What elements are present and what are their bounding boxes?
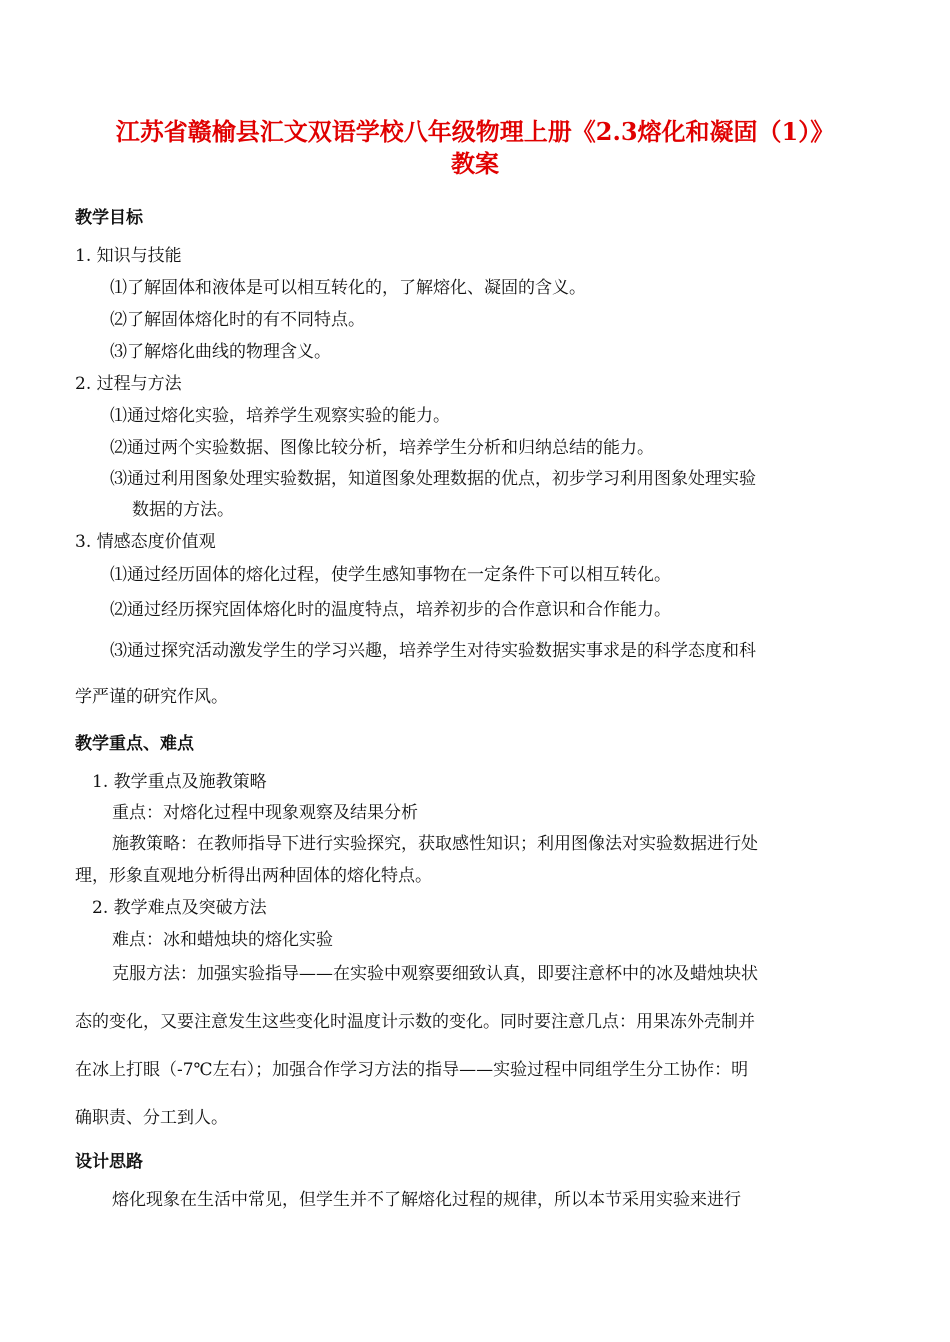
difficulty-point: 难点：冰和蜡烛块的熔化实验 xyxy=(112,930,333,950)
emotion-item-3: ⑶通过探究活动激发学生的学习兴趣，培养学生对待实验数据实事求是的科学态度和科 xyxy=(110,641,756,661)
difficulty-method-line-1: 克服方法：加强实验指导——在实验中观察要细致认真，即要注意杯中的冰及蜡烛块状 xyxy=(112,964,758,984)
process-item-1: ⑴通过熔化实验，培养学生观察实验的能力。 xyxy=(110,406,450,426)
focus-strategy-line-2: 理，形象直观地分析得出两种固体的熔化特点。 xyxy=(75,866,432,886)
subheading-knowledge-skills: 1. 知识与技能 xyxy=(75,246,182,266)
subheading-difficulty: 2. 教学难点及突破方法 xyxy=(92,898,267,918)
heading-design-ideas: 设计思路 xyxy=(75,1152,143,1172)
knowledge-item-2: ⑵了解固体熔化时的有不同特点。 xyxy=(110,310,365,330)
knowledge-item-3: ⑶了解熔化曲线的物理含义。 xyxy=(110,342,331,362)
process-item-3: ⑶通过利用图象处理实验数据，知道图象处理数据的优点，初步学习利用图象处理实验 xyxy=(110,469,756,489)
subheading-focus: 1. 教学重点及施教策略 xyxy=(92,772,267,792)
knowledge-item-1: ⑴了解固体和液体是可以相互转化的，了解熔化、凝固的含义。 xyxy=(110,278,586,298)
subheading-process-methods: 2. 过程与方法 xyxy=(75,374,182,394)
focus-strategy-line-1: 施教策略：在教师指导下进行实验探究，获取感性知识；利用图像法对实验数据进行处 xyxy=(112,834,758,854)
emotion-item-1: ⑴通过经历固体的熔化过程，使学生感知事物在一定条件下可以相互转化。 xyxy=(110,565,671,585)
design-text: 熔化现象在生活中常见，但学生并不了解熔化过程的规律，所以本节采用实验来进行 xyxy=(112,1190,741,1210)
emotion-item-2: ⑵通过经历探究固体熔化时的温度特点，培养初步的合作意识和合作能力。 xyxy=(110,600,671,620)
difficulty-method-line-2: 态的变化，又要注意发生这些变化时温度计示数的变化。同时要注意几点：用果冻外壳制并 xyxy=(75,1012,755,1032)
process-item-3-cont: 数据的方法。 xyxy=(132,500,234,520)
document-title-line-1: 江苏省赣榆县汇文双语学校八年级物理上册《2.3熔化和凝固（1）》 xyxy=(115,117,835,146)
heading-teaching-goals: 教学目标 xyxy=(75,208,143,228)
difficulty-method-line-4: 确职责、分工到人。 xyxy=(75,1108,228,1128)
subheading-emotion-values: 3. 情感态度价值观 xyxy=(75,532,216,552)
heading-key-points: 教学重点、难点 xyxy=(75,734,194,754)
emotion-item-3-cont: 学严谨的研究作风。 xyxy=(75,687,228,707)
difficulty-method-line-3: 在冰上打眼（-7℃左右）；加强合作学习方法的指导——实验过程中同组学生分工协作：明 xyxy=(75,1060,749,1080)
process-item-2: ⑵通过两个实验数据、图像比较分析，培养学生分析和归纳总结的能力。 xyxy=(110,438,654,458)
focus-point: 重点：对熔化过程中现象观察及结果分析 xyxy=(112,803,418,823)
document-title-line-2: 教案 xyxy=(451,149,499,178)
